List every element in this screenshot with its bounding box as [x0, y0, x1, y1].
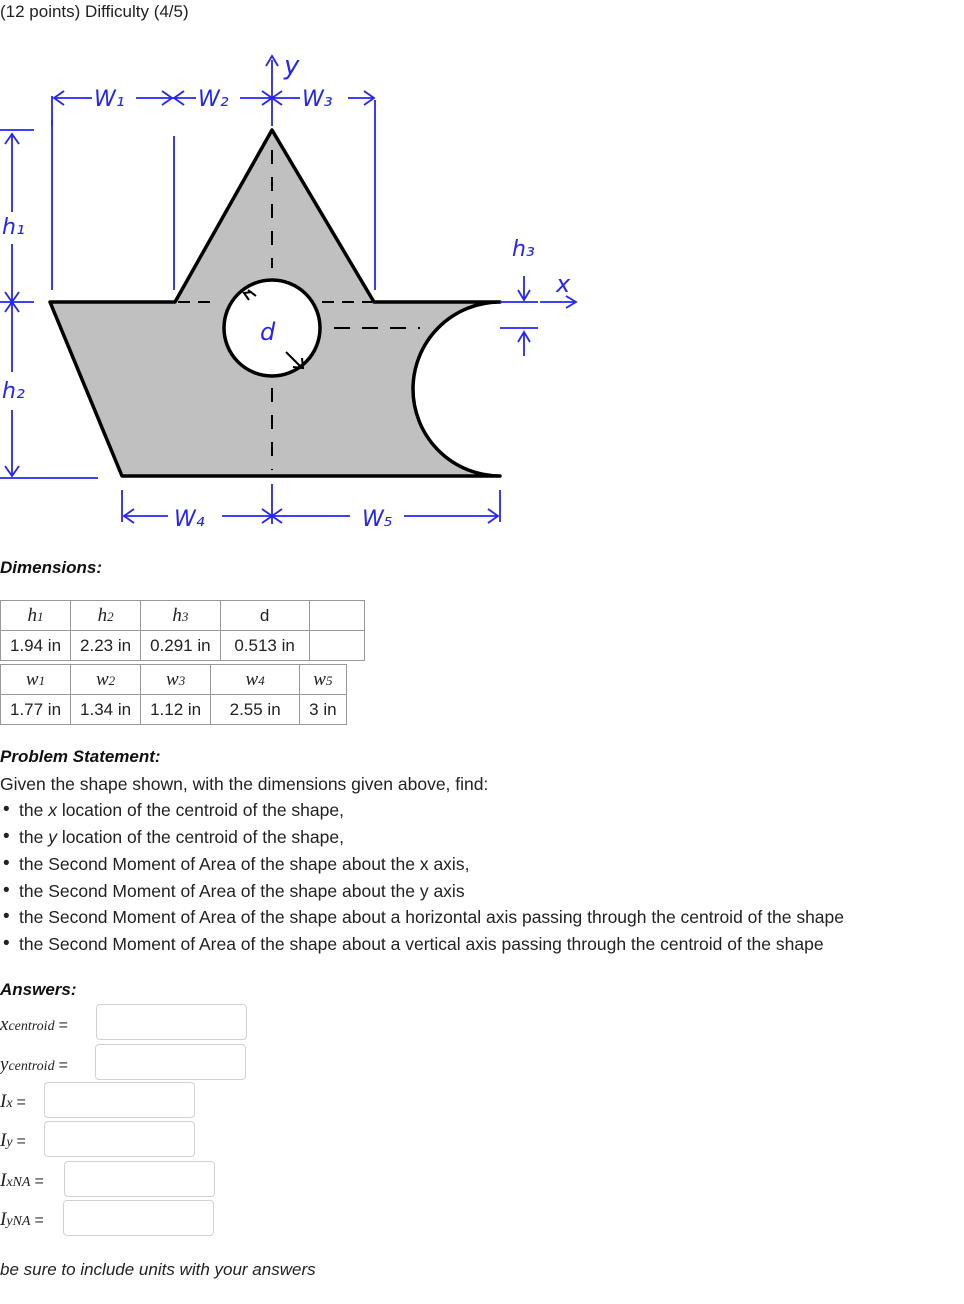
label-h1: h₁ [2, 215, 25, 240]
header-w1: w1 [1, 665, 71, 695]
value-w2: 1.34 in [71, 695, 141, 725]
value-d: 0.513 in [220, 631, 309, 661]
units-note: be sure to include units with your answers [0, 1260, 316, 1279]
value-h3: 0.291 in [141, 631, 221, 661]
task-item: • the y location of the centroid of the shape, [0, 824, 844, 851]
difficulty-header: (12 points) Difficulty (4/5) [0, 2, 189, 21]
label-d: d [260, 318, 276, 346]
task-item: • the x location of the centroid of the shape, [0, 797, 844, 824]
value-w5: 3 in [300, 695, 346, 725]
label-h2: h₂ [2, 379, 25, 404]
header-w4: w4 [211, 665, 300, 695]
problem-statement [0, 744, 844, 958]
task-item: • the Second Moment of Area of the shape about the y axis [0, 878, 844, 905]
header-w5: w5 [300, 665, 346, 695]
ixna-label: IxNA = [0, 1170, 44, 1191]
value-w1: 1.77 in [1, 695, 71, 725]
task-item: • the Second Moment of Area of the shape about a horizontal axis passing through the centroid of the shape [0, 904, 844, 931]
dimensions-table-1 [0, 600, 365, 661]
label-w2: W₂ [198, 87, 229, 112]
value-empty [309, 631, 364, 661]
x-centroid-label: xcentroid = [0, 1014, 68, 1035]
iy-input[interactable] [44, 1121, 195, 1157]
task-item: • the Second Moment of Area of the shape about the x axis, [0, 851, 844, 878]
header-empty [309, 601, 364, 631]
iyna-input[interactable] [63, 1200, 214, 1236]
label-h3: h₃ [512, 237, 535, 262]
label-w5: W₅ [362, 507, 393, 532]
label-w1: W₁ [94, 87, 125, 112]
value-w3: 1.12 in [141, 695, 211, 725]
iyna-label: IyNA = [0, 1209, 44, 1230]
header-w2: w2 [71, 665, 141, 695]
x-centroid-input[interactable] [96, 1004, 247, 1040]
iy-label: Iy = [0, 1130, 26, 1151]
shape-figure [0, 44, 584, 536]
ix-label: Ix = [0, 1091, 26, 1112]
label-x: x [556, 270, 571, 298]
dimensions-table-2 [0, 664, 347, 725]
problem-intro: Given the shape shown, with the dimensions given above, find: [0, 773, 489, 794]
dimensions-title: Dimensions: [0, 558, 103, 577]
y-centroid-label: ycentroid = [0, 1054, 68, 1075]
y-centroid-input[interactable] [95, 1044, 246, 1080]
ix-input[interactable] [44, 1082, 195, 1118]
header-h3: h3 [141, 601, 221, 631]
header-d: d [220, 601, 309, 631]
label-w4: W₄ [174, 507, 205, 532]
header-h1: h1 [1, 601, 71, 631]
value-w4: 2.55 in [211, 695, 300, 725]
ixna-input[interactable] [64, 1161, 215, 1197]
task-list [0, 797, 844, 957]
value-h1: 1.94 in [1, 631, 71, 661]
header-h2: h2 [71, 601, 141, 631]
label-y: y [284, 51, 300, 81]
answers-title: Answers: [0, 980, 77, 999]
label-w3: W₃ [302, 87, 333, 112]
problem-title: Problem Statement: [0, 747, 161, 766]
task-item: • the Second Moment of Area of the shape about a vertical axis passing through the centroid of the shape [0, 931, 844, 958]
header-w3: w3 [141, 665, 211, 695]
value-h2: 2.23 in [71, 631, 141, 661]
